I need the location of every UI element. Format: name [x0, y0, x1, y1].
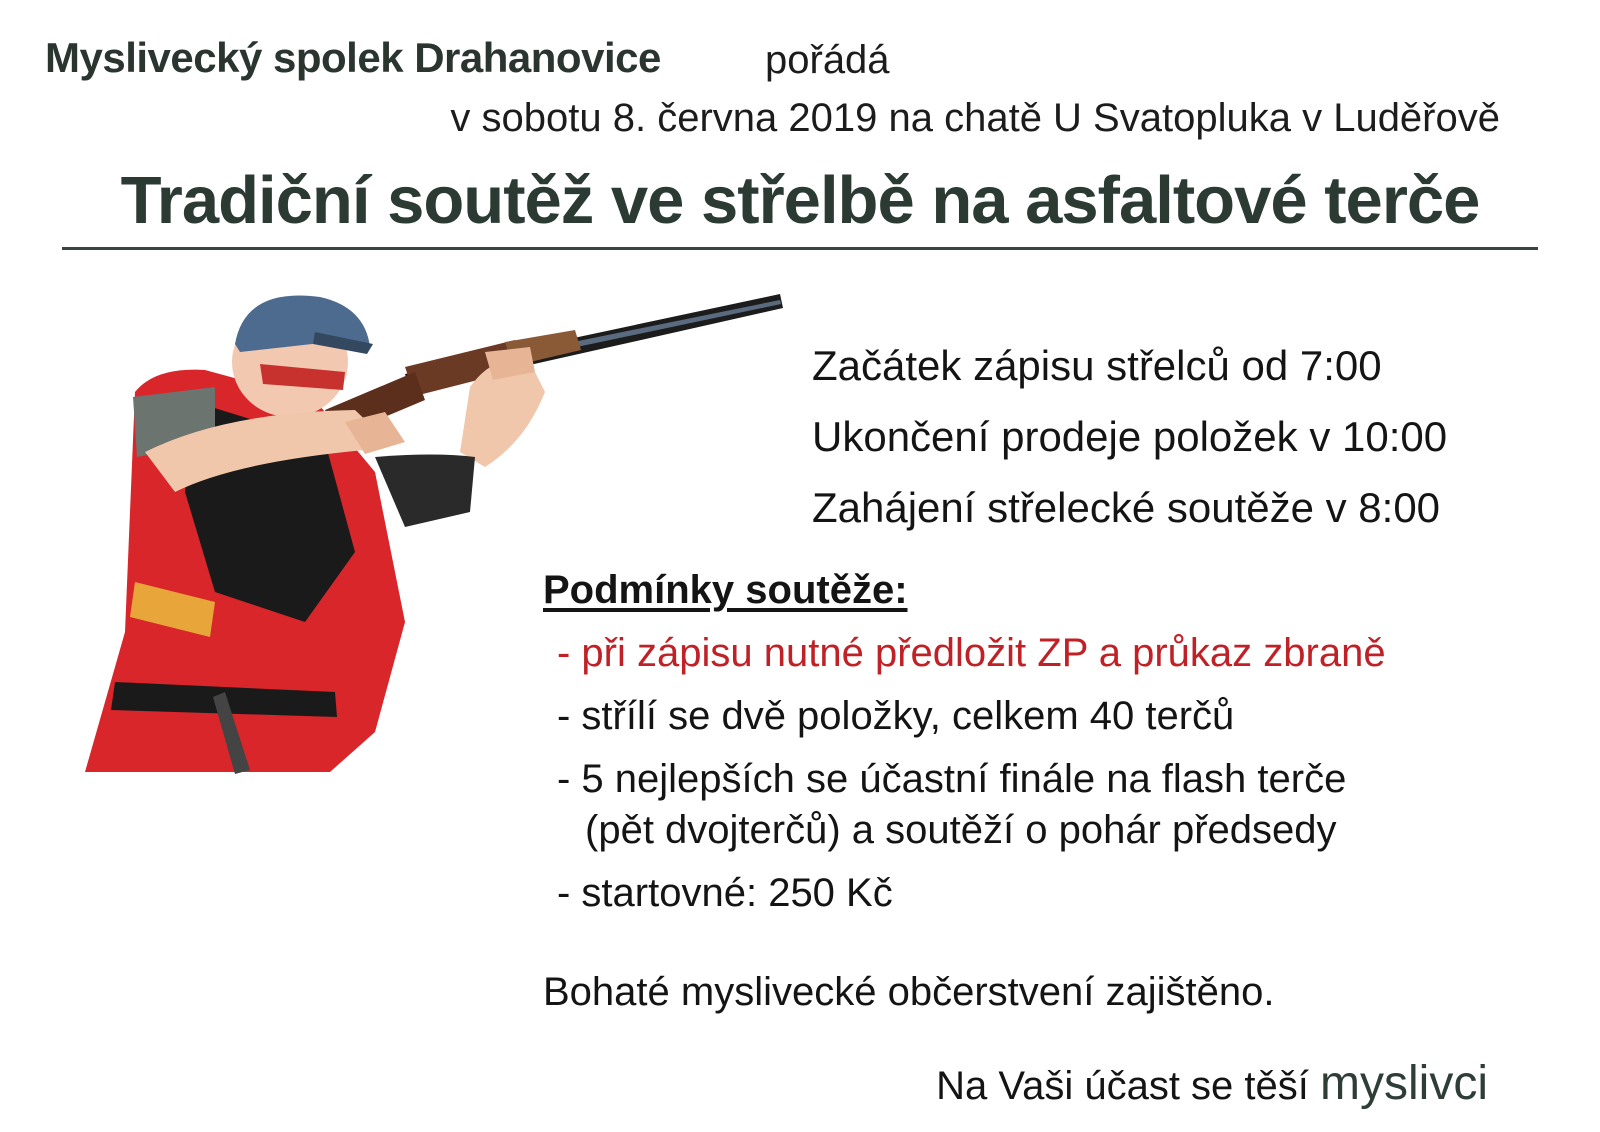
organizes-label: pořádá: [765, 38, 890, 82]
schedule-list: [812, 330, 1447, 543]
event-date-place: v sobotu 8. června 2019 na chatě U Svatopluka v Luděřově: [450, 96, 1500, 140]
organizer-name: Myslivecký spolek Drahanovice: [45, 34, 661, 81]
schedule-item: Začátek zápisu střelců od 7:00: [812, 342, 1382, 389]
schedule-item: Zahájení střelecké soutěže v 8:00: [812, 484, 1441, 531]
closing-prefix: Na Vaši účast se těší: [936, 1064, 1309, 1108]
conditions-list: [557, 622, 1386, 925]
condition-item: - 5 nejlepších se účastní finále na flash terče: [557, 757, 1347, 801]
schedule-item: Ukončení prodeje položek v 10:00: [812, 413, 1448, 460]
poster-title: Tradiční soutěž ve střelbě na asfaltové terče: [62, 162, 1538, 250]
condition-item: - startovné: 250 Kč: [557, 871, 893, 915]
closing-line: [936, 1056, 1488, 1111]
condition-item-continuation: (pět dvojterčů) a soutěží o pohár předsedy: [585, 808, 1337, 852]
condition-item: - při zápisu nutné předložit ZP a průkaz zbraně: [557, 631, 1386, 675]
condition-item: - střílí se dvě položky, celkem 40 terčů: [557, 694, 1235, 738]
conditions-heading: Podmínky soutěže:: [543, 568, 908, 612]
refreshments-note: Bohaté myslivecké občerstvení zajištěno.: [543, 970, 1275, 1014]
closing-emphasis: myslivci: [1320, 1057, 1488, 1110]
